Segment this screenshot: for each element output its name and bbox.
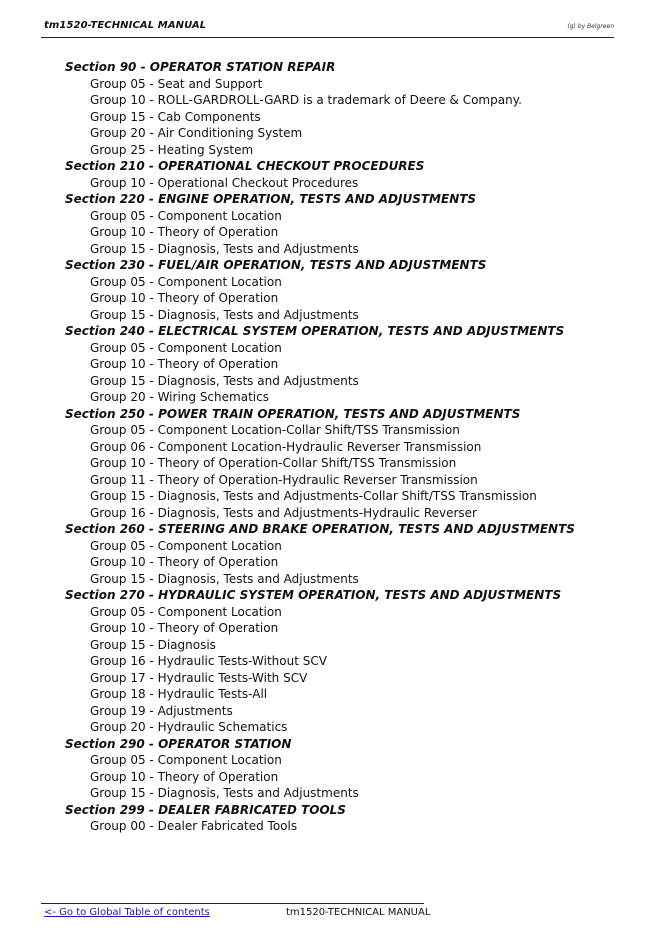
group-entry-link[interactable]: Group 15 - Diagnosis <box>90 637 216 652</box>
group-entry-link[interactable]: Group 10 - Theory of Operation <box>90 555 279 569</box>
group-entry-link[interactable]: Group 17 - Hydraulic Tests-With SCV <box>90 670 308 685</box>
group-entry-link[interactable]: Group 10 - Theory of Operation <box>90 769 279 784</box>
group-entry-link[interactable]: Group 10 - Theory of Operation <box>90 225 279 239</box>
toc-section <box>65 191 625 257</box>
group-entry-link[interactable]: Group 10 - Theory of Operation <box>90 357 279 371</box>
header-divider <box>41 37 614 38</box>
global-toc-link[interactable]: <- Go to Global Table of contents <box>44 907 210 918</box>
toc-section <box>65 158 625 191</box>
group-entry-link[interactable]: Group 15 - Diagnosis, Tests and Adjustments <box>90 571 359 586</box>
credit-note: (g) by Belgreen <box>567 23 614 30</box>
section-title-link[interactable]: Section 290 - OPERATOR STATION <box>65 736 292 751</box>
group-entry-link[interactable]: Group 15 - Diagnosis, Tests and Adjustments <box>90 786 359 800</box>
group-entry-link[interactable]: Group 06 - Component Location-Hydraulic Reverser Transmission <box>90 439 482 454</box>
group-entry-link[interactable]: Group 00 - Dealer Fabricated Tools <box>90 819 298 833</box>
toc-section <box>65 406 625 522</box>
group-entry-link[interactable]: Group 25 - Heating System <box>90 142 254 157</box>
group-entry-link[interactable]: Group 10 - Theory of Operation <box>90 291 279 305</box>
toc-section <box>65 587 625 736</box>
group-entry-link[interactable]: Group 11 - Theory of Operation-Hydraulic Reverser Transmission <box>90 472 478 487</box>
section-title-link[interactable]: Section 250 - POWER TRAIN OPERATION, TESTS AND ADJUSTMENTS <box>65 406 521 421</box>
group-entry-link[interactable]: Group 05 - Component Location <box>90 753 282 767</box>
group-entry-link[interactable]: Group 05 - Component Location <box>90 538 282 553</box>
section-title-link[interactable]: Section 270 - HYDRAULIC SYSTEM OPERATION, TESTS AND ADJUSTMENTS <box>65 588 562 602</box>
section-title-link[interactable]: Section 210 - OPERATIONAL CHECKOUT PROCEDURES <box>65 159 425 173</box>
group-entry-link[interactable]: Group 15 - Diagnosis, Tests and Adjustments-Collar Shift/TSS Transmission <box>90 489 537 503</box>
group-entry-link[interactable]: Group 05 - Component Location <box>90 208 282 223</box>
group-entry-link[interactable]: Group 20 - Hydraulic Schematics <box>90 720 288 734</box>
toc-section <box>65 59 625 158</box>
footer-manual-title: tm1520-TECHNICAL MANUAL <box>286 907 431 918</box>
toc-section <box>65 802 625 835</box>
section-title-link[interactable]: Section 220 - ENGINE OPERATION, TESTS AND ADJUSTMENTS <box>65 192 477 206</box>
group-entry-link[interactable]: Group 10 - Theory of Operation-Collar Shift/TSS Transmission <box>90 456 457 470</box>
group-entry-link[interactable]: Group 15 - Cab Components <box>90 109 261 124</box>
group-entry-link[interactable]: Group 19 - Adjustments <box>90 703 233 718</box>
toc-section <box>65 521 625 587</box>
group-entry-link[interactable]: Group 15 - Diagnosis, Tests and Adjustments <box>90 241 359 256</box>
group-entry-link[interactable]: Group 10 - Theory of Operation <box>90 621 279 635</box>
group-entry-link[interactable]: Group 05 - Component Location <box>90 274 282 289</box>
toc-section <box>65 257 625 323</box>
group-entry-link[interactable]: Group 20 - Wiring Schematics <box>90 390 269 404</box>
group-entry-link[interactable]: Group 16 - Diagnosis, Tests and Adjustments-Hydraulic Reverser <box>90 505 477 520</box>
toc-section <box>65 736 625 802</box>
group-entry-link[interactable]: Group 16 - Hydraulic Tests-Without SCV <box>90 654 327 668</box>
group-entry-link[interactable]: Group 15 - Diagnosis, Tests and Adjustments <box>90 307 359 322</box>
group-entry-link[interactable]: Group 05 - Seat and Support <box>90 76 263 91</box>
group-entry-link[interactable]: Group 20 - Air Conditioning System <box>90 126 303 140</box>
manual-title: tm1520-TECHNICAL MANUAL <box>44 20 207 31</box>
group-entry-link[interactable]: Group 05 - Component Location <box>90 604 282 619</box>
toc-section <box>65 323 625 406</box>
group-entry-link[interactable]: Group 18 - Hydraulic Tests-All <box>90 687 268 701</box>
group-entry-link[interactable]: Group 05 - Component Location <box>90 340 282 355</box>
section-title-link[interactable]: Section 90 - OPERATOR STATION REPAIR <box>65 60 336 74</box>
section-title-link[interactable]: Section 299 - DEALER FABRICATED TOOLS <box>65 802 346 817</box>
table-of-contents <box>65 59 625 835</box>
section-title-link[interactable]: Section 260 - STEERING AND BRAKE OPERATION, TESTS AND ADJUSTMENTS <box>65 522 575 536</box>
group-entry-link[interactable]: Group 10 - Operational Checkout Procedures <box>90 175 359 190</box>
group-entry-link[interactable]: Group 05 - Component Location-Collar Shift/TSS Transmission <box>90 423 460 437</box>
group-entry-link[interactable]: Group 10 - ROLL-GARDROLL-GARD is a trademark of Deere & Company. <box>90 93 522 107</box>
section-title-link[interactable]: Section 240 - ELECTRICAL SYSTEM OPERATION, TESTS AND ADJUSTMENTS <box>65 324 565 338</box>
footer-divider <box>41 903 424 904</box>
section-title-link[interactable]: Section 230 - FUEL/AIR OPERATION, TESTS AND ADJUSTMENTS <box>65 258 487 272</box>
group-entry-link[interactable]: Group 15 - Diagnosis, Tests and Adjustments <box>90 373 359 388</box>
